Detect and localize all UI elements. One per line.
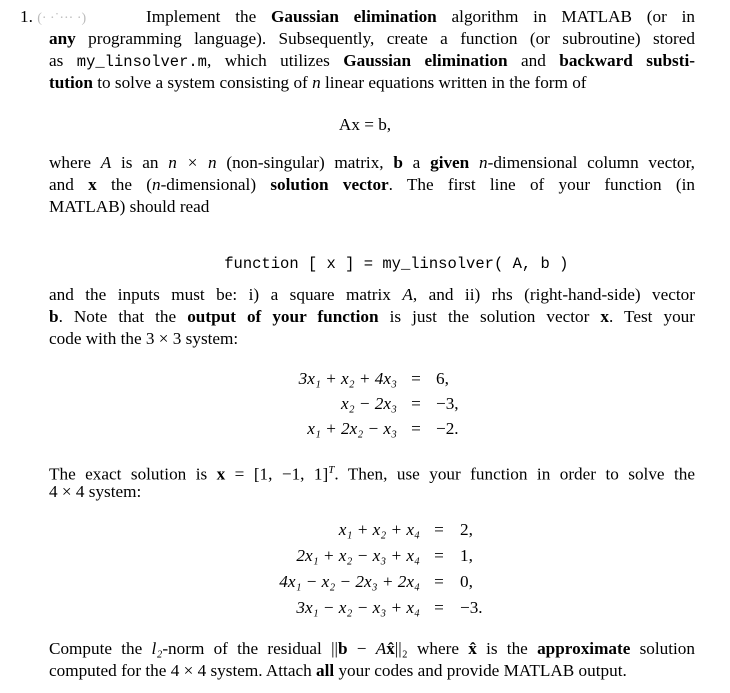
para4-line1: The exact solution is x = [1, −1, 1]$^T$. Then, use your function in order to solve the — [49, 464, 695, 484]
para3-line2: b. Note that the output of your function is just the solution vector x. Test your — [49, 307, 695, 326]
para4-line2: 4 × 4 system: — [49, 482, 142, 501]
para3-line3: code with the 3 × 3 system: — [49, 329, 239, 348]
para1-line2: any programming language). Subsequently, create a function (or subroutine) stored — [49, 29, 695, 48]
obscured-label: (· ·˙··· ·) — [37, 11, 87, 26]
para3-line1: and the inputs must be: i) a square matrix A, and ii) rhs (right-hand-side) vector — [49, 285, 696, 304]
para1-line4: tution to solve a system consisting of n linear equations written in the form of — [49, 73, 587, 92]
problem-number: 1. (· ·˙··· ·) — [20, 7, 87, 26]
function-signature-code: function [ x ] = my_linsolver( A, b ) — [224, 255, 569, 273]
para5-line2: computed for the 4 × 4 system. Attach all your codes and provide MATLAB output. — [49, 661, 627, 680]
para1-line3: as my_linsolver.m, which utilizes Gaussian elimination and backward substi- — [49, 51, 695, 71]
problem-page: 1. (· ·˙··· ·) Implement the Gaussian elimination algorithm in MATLAB (or in any programming language). Subsequently, create a function (or subroutine) stored as my_linsolver.m, which utilizes Gaussian elimination and backward substi- tution to solve a system consisting of n linear equations written in the form of Ax = b, where A is an n × n (non-singular) matrix, b a given n-dimensional column vector, and x the (n-dimensional) solution vector. The first line of your function (in MATLAB) should read function [ x ] = my_linsolver( A, b ) and the inputs must be: i) a square matrix A, and ii) rhs (right-hand-side) vector b. Note that the output of your function is just the solution vector x. Test your code with the 3 × 3 system: 3x₁ + x₂ + 4x₃ = 6, x₂ − 2x₃ = −3, x₁ + 2x₂ − x₃ = −2. The exact solution is x = [1, −1, 1]$^T$. Then, use your function in order to solve the 4 × 4 system: x₁ + x₂ + x₄ = 2, 2x₁ + x₂ − x₃ + x₄ = 1, 4x₁ − x₂ − 2x₃ + 2x₄ = 0, 3x₁ − x₂ − x₃ + x₄ = −3. Compute the l₂-norm of the residual ||b − Ax̂||₂ where x̂ is the approximate solution computed for the 4 × 4 system. Attach all your codes and provide MATLAB output. — [0, 0, 730, 693]
para2-line2: and x the (n-dimensional) solution vector. The first line of your function (in — [49, 175, 695, 194]
para1-line1: Implement the Gaussian elimination algorithm in MATLAB (or in — [146, 7, 695, 26]
para2-line3: MATLAB) should read — [49, 197, 210, 216]
para2-line1: where A is an n × n (non-singular) matrix, b a given n-dimensional column vector, — [49, 153, 695, 172]
para5-line1: Compute the l₂-norm of the residual ||b − Ax̂||₂ where x̂ is the approximate solution — [49, 639, 695, 658]
equation-axb: Ax = b, — [338, 115, 392, 134]
